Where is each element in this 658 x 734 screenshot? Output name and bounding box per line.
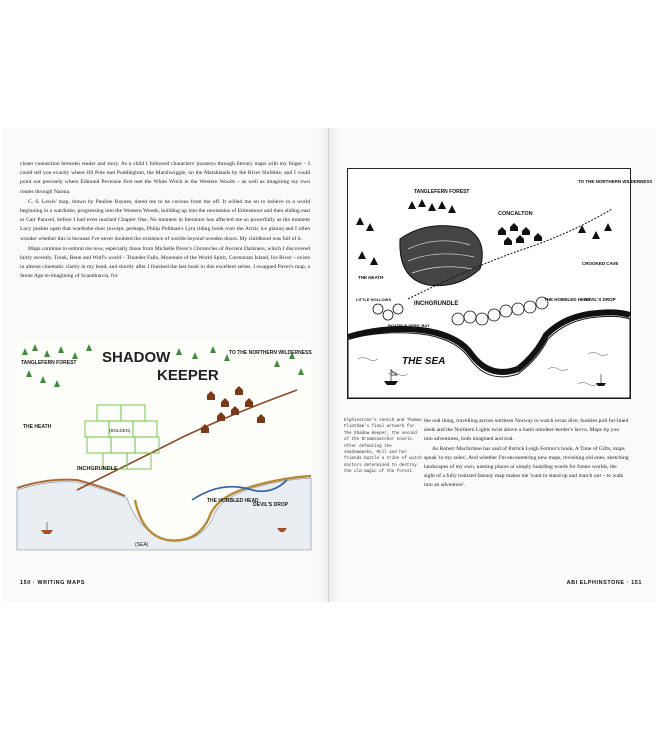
- sketch-mountain-grid: [85, 405, 159, 469]
- shadow-keeper-sketch-map: [17, 340, 311, 550]
- final-map-mountains: [400, 226, 482, 286]
- sketch-label-inchgrundle: INCHGRUNDLE: [77, 466, 118, 472]
- sketch-label-heath: THE HEATH: [23, 424, 52, 430]
- final-label-concalton: CONCALTON: [498, 211, 533, 217]
- right-paragraph-2: As Robert Macfarlane has said of Patrick Leigh Fermor's book, A Time of Gifts, maps speak 'to my soles'. And whether I'm encountering new maps, revisiting old ones, sketching landscapes of my own, naming places or simply hoarding words for future worlds, the sight of a fully realized fantasy map makes me 'want to stand up and march out – to walk into an adventure'.: [424, 445, 629, 489]
- left-folio: 150 · WRITING MAPS: [20, 580, 86, 586]
- final-map-trees: [356, 199, 612, 265]
- left-body-text: [20, 160, 310, 283]
- final-label-forest: TANGLEFERN FOREST: [414, 189, 470, 195]
- final-map-huts: [498, 223, 542, 245]
- left-paragraph-1: closer connection between reader and story. As a child I followed characters' journeys through literary maps with my finger – I could tell you exactly where Jill Pole met Puddleglum, the Marshwiggle, on the Marshlands by the River Shribble, and I could point out precisely where Edmund Pevensie first met the White Witch in the Western Woods – as well as imagining my own routes through Narnia.: [20, 161, 310, 195]
- sketch-title-shadow: SHADOW: [102, 349, 171, 366]
- sketch-label-north: TO THE NORTHERN WILDERNESS: [229, 350, 312, 356]
- final-label-devils-drop: DEVIL'S DROP: [584, 297, 616, 302]
- sketch-label-forest: TANGLEFERN FOREST: [21, 360, 77, 366]
- sketch-label-sea: (SEA): [135, 542, 149, 548]
- left-paragraph-3: Maps continue to enthral me now, especially those from Michelle Paver's Chronicles of Ancient Darkness, which I discovered fairly recently. Torak, Renn and Wolf's world – Thunder Falls, Mountain of the World Spirit, Cormorant Island, Ice River – exists in almost cinematic clarity in my head, and shortly after I finished the last book in this excellent series, I swapped Paver's map, a Stone Age re-imagining of Scandinavia, for: [20, 245, 310, 280]
- sketch-huts: [201, 386, 265, 433]
- sketch-label-bolden: (BOLDEN): [109, 428, 131, 433]
- sketch-title-keeper: KEEPER: [157, 367, 219, 384]
- final-label-boatbuilders-bay: BOATBUILDERS' BAY: [388, 323, 430, 328]
- final-label-little-hollows: LITTLE HOLLOWS: [356, 297, 392, 302]
- sketch-label-hobbled-head: THE HOBBLED HEAD: [207, 498, 259, 504]
- final-label-sea: THE SEA: [402, 356, 446, 367]
- final-label-hobbled-head: THE HOBBLED HEAD: [544, 297, 591, 302]
- gutter-shadow: [318, 128, 340, 602]
- right-folio: ABI ELPHINSTONE · 151: [566, 580, 642, 586]
- sketch-map-drawing: [17, 340, 311, 550]
- final-map-shrubs: [373, 297, 548, 325]
- sketch-label-devils-drop: DEVIL'S DROP: [253, 502, 289, 508]
- final-map-drawing: [348, 169, 653, 398]
- map-caption: Elphinstone's sketch and Thomas Flintham's final artwork for The Shadow Keeper, the second of the Dreamsnatcher novels. After defeating the shadowmasks, Moll and her friends battle a tribe of witch doctors determined to destroy the old magic of the forest.: [344, 419, 422, 475]
- final-label-inchgrundle: INCHGRUNDLE: [414, 301, 459, 307]
- right-paragraph-1: the real thing, travelling across northern Norway to watch orcas dive, huskies pull fur-lined sleds and the Northern Lights twist above a Sami reindeer-herder's lavvu. Maps tip you into adventures, both imagined and real.: [424, 418, 629, 443]
- final-label-heath: THE HEATH: [358, 275, 384, 280]
- shadow-keeper-final-map: [347, 168, 653, 399]
- book-gutter: [328, 128, 329, 602]
- right-body-text: [424, 417, 629, 491]
- final-label-crooked-cave: CROOKED CAVE: [582, 261, 619, 266]
- final-label-north: TO THE NORTHERN WILDERNESS: [578, 179, 653, 184]
- left-paragraph-2: C. S. Lewis' map, drawn by Pauline Baynes, dared me to be curious from the off. It willed me on to believe in a world beginning in a wardrobe, progressing into the Western Woods, building up into the mountains of Ettinsmoor and then sliding east to Cair Paravel, before I had even reached Chapter One. No moment in literature has affected me so powerfully as the moment Lucy pushes open that wardrobe door (except, perhaps, Philip Pullman's Lyra riding Iorek over the Arctic ice plains) and I often wonder whether this is because I've never doubted the existence of worlds beyond wooden doors. My childhood was full of it.: [20, 198, 310, 242]
